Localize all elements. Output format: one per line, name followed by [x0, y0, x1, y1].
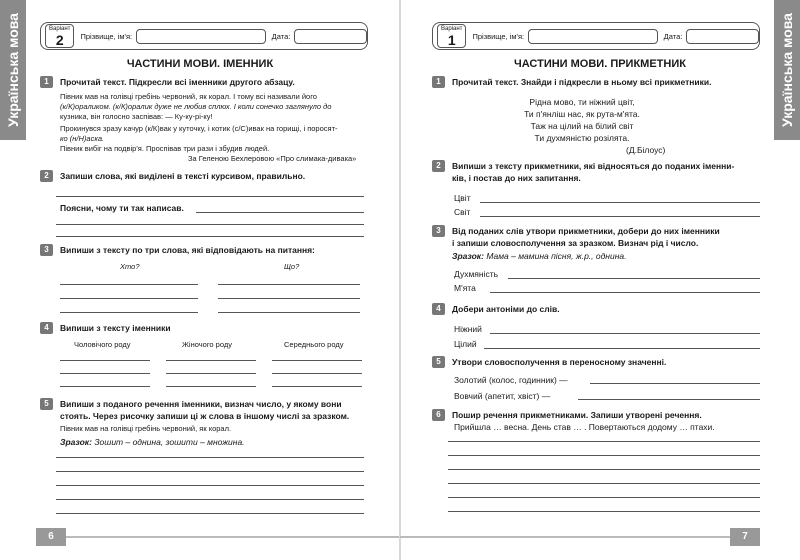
date-label: Дата: — [271, 31, 291, 41]
answer-line[interactable] — [56, 513, 364, 514]
task-instruction: Пошир речення прикметниками. Запиши утворені речення. — [452, 410, 702, 420]
sample-label: Зразок: — [60, 437, 92, 447]
word-label: Ніжний — [454, 324, 482, 334]
paragraph-line: ко (н/Н)аска. — [60, 134, 105, 143]
answer-line[interactable] — [448, 511, 760, 512]
answer-line[interactable] — [218, 312, 360, 313]
poem-line: Ти п'янліш нас, як рута-м'ята. — [524, 109, 640, 119]
answer-line[interactable] — [60, 312, 198, 313]
column-label: Жіночого роду — [182, 340, 232, 349]
variant-label: Варіант — [441, 26, 463, 32]
page-title: ЧАСТИНИ МОВИ. ПРИКМЕТНИК — [514, 58, 686, 70]
answer-line[interactable] — [448, 483, 760, 484]
task-instruction: Випиши з тексту по три слова, які відповідають на питання: — [60, 245, 315, 255]
subject-side-tab — [774, 0, 800, 140]
surname-field[interactable] — [136, 29, 266, 44]
date-field[interactable] — [294, 29, 367, 44]
task-instruction: Випиши з тексту прикметники, які відносяться до поданих іменни- — [452, 161, 735, 171]
answer-line[interactable] — [166, 386, 256, 387]
given-sentence: Прийшла … весна. День став … . Повертаються додому … птахи. — [454, 422, 715, 432]
answer-line[interactable] — [272, 386, 362, 387]
column-label: Чоловічого роду — [74, 340, 131, 349]
word-label: М'ята — [454, 283, 476, 293]
answer-line[interactable] — [272, 360, 362, 361]
bottom-bar — [400, 536, 730, 538]
variant-label: Варіант — [49, 26, 71, 32]
answer-line[interactable] — [56, 471, 364, 472]
answer-line[interactable] — [60, 360, 150, 361]
sample-label: Зразок: — [452, 251, 484, 261]
text-source: За Геленою Бехлеровою «Про слимака-дивака» — [188, 154, 357, 163]
task-number: 1 — [40, 76, 53, 88]
variant-number: 1 — [447, 32, 456, 48]
bottom-bar — [66, 536, 400, 538]
answer-line[interactable] — [60, 386, 150, 387]
task-number: 6 — [432, 409, 445, 421]
answer-line[interactable] — [448, 469, 760, 470]
task-number: 3 — [432, 225, 445, 237]
answer-line[interactable] — [60, 284, 198, 285]
subject-side-tab — [0, 0, 26, 140]
subject-label: Українська мова — [779, 13, 795, 127]
task-number: 5 — [40, 398, 53, 410]
task-instruction: стоять. Через рисочку запиши ці ж слова в іншому числі за зразком. — [60, 411, 350, 421]
answer-line[interactable] — [218, 284, 360, 285]
word-label: Золотий (колос, годинник) — — [454, 375, 568, 385]
answer-line[interactable] — [56, 224, 364, 225]
surname-label: Прізвище, ім'я: — [80, 31, 133, 41]
paragraph-line: (к/К)ораликом. (к/К)оралик дуже не любив сплюх. І коли сонечко заглянуло до — [60, 102, 332, 111]
paragraph-line: кузника, він голосно заспівав: — Ку-ку-рі-ку! — [60, 112, 213, 121]
answer-line[interactable] — [166, 360, 256, 361]
date-label: Дата: — [663, 31, 683, 41]
answer-line[interactable] — [480, 216, 760, 217]
answer-line[interactable] — [578, 399, 760, 400]
task-instruction: Запиши слова, які виділені в тексті курсивом, правильно. — [60, 171, 306, 181]
word-label: Вовчий (апетит, хвіст) — — [454, 391, 551, 401]
sample-text: Мама – мамина пісня, ж.р., однина. — [486, 251, 627, 261]
poem-line: Таж на цілий на білий світ — [530, 121, 634, 131]
header-box — [432, 22, 760, 50]
answer-line[interactable] — [196, 212, 364, 213]
poem-line: Ти духмяністю розілята. — [534, 133, 630, 143]
answer-line[interactable] — [448, 497, 760, 498]
sample — [60, 436, 245, 448]
variant-box — [437, 24, 466, 48]
task-instruction: і запиши словосполучення за зразком. Визнач рід і число. — [452, 238, 699, 248]
column-label: Середнього роду — [284, 340, 344, 349]
task-instruction: Випиши з тексту іменники — [60, 323, 171, 333]
subject-label: Українська мова — [5, 13, 21, 127]
task-number: 2 — [40, 170, 53, 182]
surname-field[interactable] — [528, 29, 658, 44]
given-sentence: Півник мав на голівці гребінь червоний, як корал. — [60, 424, 232, 433]
task-number: 4 — [40, 322, 53, 334]
surname-label: Прізвище, ім'я: — [472, 31, 525, 41]
task-instruction: Від поданих слів утвори прикметники, добери до них іменники — [452, 226, 720, 236]
task-number: 4 — [432, 303, 445, 315]
task-instruction: Утвори словосполучення в переносному значенні. — [452, 357, 667, 367]
word-label: Світ — [454, 207, 471, 217]
answer-line[interactable] — [490, 333, 760, 334]
task-instruction: Поясни, чому ти так написав. — [60, 203, 184, 213]
sample-text: Зошит – однина, зошити – множина. — [94, 437, 245, 447]
poem-line: Рідна мово, ти ніжний цвіт, — [529, 97, 635, 107]
paragraph-line: Прокинувся зразу качур (к/К)вак у куточку, і котик (с/С)ивак на горищі, і поросят- — [60, 124, 338, 133]
answer-line[interactable] — [448, 441, 760, 442]
page-number: 7 — [730, 528, 760, 546]
task-number: 1 — [432, 76, 445, 88]
task-instruction: Прочитай текст. Знайди і підкресли в ньому всі прикметники. — [452, 77, 712, 87]
answer-line[interactable] — [56, 499, 364, 500]
task-instruction: Прочитай текст. Підкресли всі іменники другого абзацу. — [60, 77, 295, 87]
answer-line[interactable] — [56, 196, 364, 197]
task-instruction: Випиши з поданого речення іменники, визнач число, у якому вони — [60, 399, 342, 409]
answer-line[interactable] — [590, 383, 760, 384]
right-page — [400, 0, 800, 560]
question-label: Що? — [284, 262, 300, 271]
answer-line[interactable] — [60, 298, 198, 299]
variant-number: 2 — [55, 32, 64, 48]
answer-line[interactable] — [60, 373, 150, 374]
page-title: ЧАСТИНИ МОВИ. ІМЕННИК — [126, 58, 274, 70]
task-number: 5 — [432, 356, 445, 368]
answer-line[interactable] — [480, 202, 760, 203]
task-instruction: Добери антоніми до слів. — [452, 304, 560, 314]
header-box — [40, 22, 368, 50]
answer-line[interactable] — [56, 236, 364, 237]
page-number: 6 — [36, 528, 66, 546]
word-label: Духмяність — [454, 269, 499, 279]
task-number: 3 — [40, 244, 53, 256]
poem-author: (Д.Білоус) — [626, 145, 666, 155]
answer-line[interactable] — [166, 373, 256, 374]
answer-line[interactable] — [508, 278, 760, 279]
answer-line[interactable] — [56, 457, 364, 458]
task-instruction: ків, і постав до них запитання. — [452, 173, 581, 183]
answer-line[interactable] — [490, 292, 760, 293]
answer-line[interactable] — [218, 298, 360, 299]
answer-line[interactable] — [272, 373, 362, 374]
question-label: Хто? — [120, 262, 140, 271]
answer-line[interactable] — [484, 348, 760, 349]
answer-line[interactable] — [448, 455, 760, 456]
word-label: Цвіт — [454, 193, 471, 203]
answer-line[interactable] — [56, 485, 364, 486]
date-field[interactable] — [686, 29, 759, 44]
task-number: 2 — [432, 160, 445, 172]
paragraph-line: Півник вибіг на подвір'я. Проспівав три рази і збудив людей. — [60, 144, 270, 153]
paragraph-line: Півник мав на голівці гребінь червоний, як корал. І тому всі називали його — [60, 92, 317, 101]
sample — [452, 250, 626, 262]
word-label: Цілий — [454, 339, 477, 349]
variant-box — [45, 24, 74, 48]
